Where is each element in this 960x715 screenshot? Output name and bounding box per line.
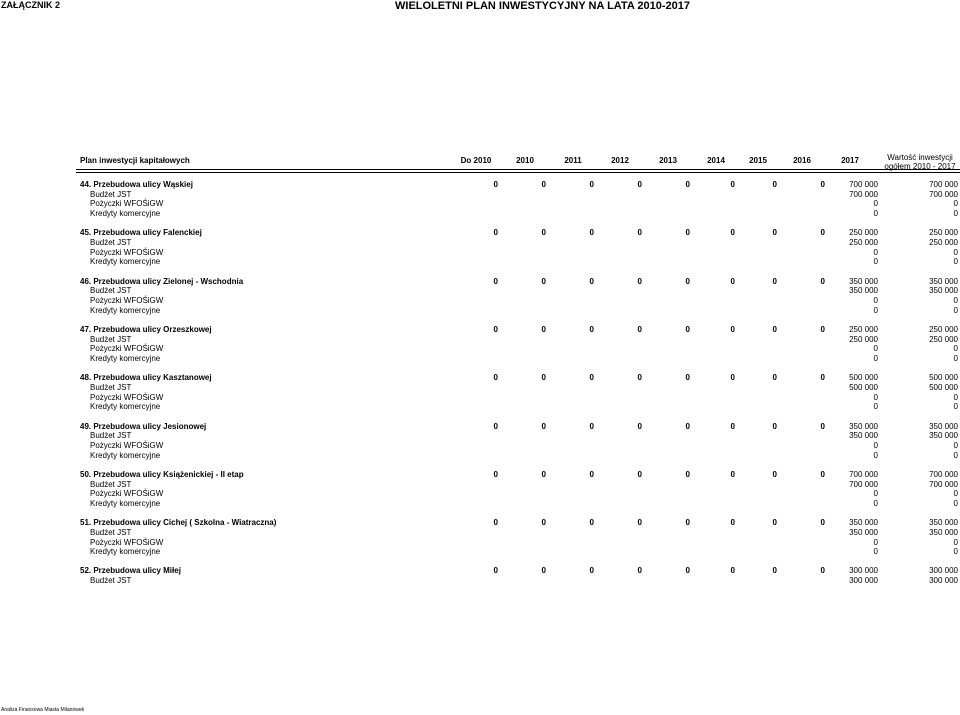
source-row: [0, 238, 960, 248]
source-2017-value: 0: [873, 450, 878, 460]
year-value: 0: [820, 421, 825, 431]
year-value: 0: [730, 276, 735, 286]
year-value: 0: [772, 324, 777, 334]
source-total: 0: [953, 489, 958, 499]
investment-title: 50. Przebudowa ulicy Książenickiej - II etap: [80, 469, 244, 479]
source-2017-value: 300 000: [849, 576, 878, 586]
year-value: 0: [820, 324, 825, 334]
source-2017-value: 500 000: [849, 382, 878, 392]
year-value: 0: [685, 324, 690, 334]
year-header-2012: 2012: [611, 156, 629, 165]
investment-row: [0, 518, 960, 528]
source-2017-value: 700 000: [849, 479, 878, 489]
year-value: 0: [772, 518, 777, 528]
year-value: 0: [730, 324, 735, 334]
source-row: [0, 480, 960, 490]
investment-total: 300 000: [929, 566, 958, 576]
source-label: Budżet JST: [90, 189, 132, 199]
year-header-2017: 2017: [841, 156, 859, 165]
investment-total: 350 000: [929, 276, 958, 286]
source-row: [0, 248, 960, 258]
source-row: [0, 257, 960, 267]
year-value: 0: [541, 469, 546, 479]
investment-row: [0, 325, 960, 335]
year-value: 0: [685, 566, 690, 576]
source-total: 0: [953, 450, 958, 460]
year-value: 0: [820, 566, 825, 576]
source-label: Kredyty komercyjne: [90, 305, 161, 315]
source-2017-value: 0: [873, 199, 878, 209]
source-2017-value: 0: [873, 296, 878, 305]
source-total: 350 000: [929, 431, 958, 441]
source-2017-value: 0: [873, 305, 878, 315]
year-value: 0: [730, 518, 735, 528]
year-value: 0: [685, 228, 690, 238]
year-2017-value: 350 000: [849, 421, 878, 431]
source-2017-value: 0: [873, 537, 878, 547]
source-label: Kredyty komercyjne: [90, 354, 161, 363]
source-2017-value: 250 000: [849, 238, 878, 247]
year-header-2011: 2011: [564, 156, 582, 165]
source-total: 0: [953, 440, 958, 450]
source-row: [0, 393, 960, 403]
source-total: 0: [953, 547, 958, 557]
source-label: Kredyty komercyjne: [90, 547, 161, 557]
investment-row: [0, 470, 960, 480]
year-2017-value: 700 000: [849, 469, 878, 479]
header-rule-bottom: [76, 172, 960, 173]
investment-title: 46. Przebudowa ulicy Zielonej - Wschodnia: [80, 276, 244, 286]
year-2017-value: 500 000: [849, 373, 878, 383]
source-total: 500 000: [929, 382, 958, 392]
year-value: 0: [493, 421, 498, 431]
source-label: Pożyczki WFOŚiGW: [90, 392, 164, 402]
source-row: [0, 383, 960, 393]
source-label: Budżet JST: [90, 527, 132, 537]
source-label: Kredyty komercyjne: [90, 498, 161, 508]
footer-note: Analiza Finansowa Miasta Milanówek: [1, 707, 85, 713]
year-value: 0: [637, 324, 642, 334]
source-2017-value: 0: [873, 440, 878, 450]
source-row: [0, 528, 960, 538]
source-row: [0, 547, 960, 557]
source-2017-value: 0: [873, 344, 878, 354]
year-value: 0: [541, 324, 546, 334]
year-value: 0: [730, 566, 735, 576]
year-header-2014: 2014: [707, 156, 725, 165]
year-value: 0: [493, 180, 498, 189]
year-value: 0: [541, 276, 546, 286]
investment-row: [0, 228, 960, 238]
year-value: 0: [493, 373, 498, 383]
investment-title: 48. Przebudowa ulicy Kasztanowej: [80, 373, 212, 383]
year-value: 0: [493, 324, 498, 334]
year-value: 0: [730, 421, 735, 431]
year-value: 0: [541, 566, 546, 576]
year-value: 0: [541, 421, 546, 431]
source-total: 700 000: [929, 189, 958, 199]
source-total: 0: [953, 257, 958, 267]
source-row: [0, 306, 960, 316]
year-value: 0: [772, 421, 777, 431]
year-value: 0: [772, 469, 777, 479]
source-row: [0, 538, 960, 548]
year-value: 0: [685, 276, 690, 286]
source-2017-value: 700 000: [849, 189, 878, 199]
source-label: Budżet JST: [90, 431, 132, 441]
source-label: Budżet JST: [90, 382, 132, 392]
year-value: 0: [730, 228, 735, 238]
year-value: 0: [589, 518, 594, 528]
source-label: Budżet JST: [90, 479, 132, 489]
year-value: 0: [820, 228, 825, 238]
investment-total: 500 000: [929, 373, 958, 383]
source-label: Pożyczki WFOŚiGW: [90, 537, 164, 547]
source-total: 0: [953, 199, 958, 209]
year-value: 0: [637, 566, 642, 576]
source-row: [0, 451, 960, 461]
source-total: 0: [953, 296, 958, 305]
source-row: [0, 499, 960, 509]
investment-total: 350 000: [929, 421, 958, 431]
investment-total: 250 000: [929, 324, 958, 334]
source-row: [0, 335, 960, 345]
source-total: 0: [953, 247, 958, 257]
source-row: [0, 296, 960, 306]
investment-total: 250 000: [929, 228, 958, 238]
year-value: 0: [637, 469, 642, 479]
year-value: 0: [637, 421, 642, 431]
investment-row: [0, 422, 960, 432]
source-row: [0, 286, 960, 296]
source-2017-value: 350 000: [849, 286, 878, 296]
source-label: Pożyczki WFOŚiGW: [90, 489, 164, 499]
year-header-do2010: Do 2010: [460, 156, 492, 165]
source-2017-value: 0: [873, 354, 878, 363]
year-value: 0: [730, 180, 735, 189]
investment-title: 52. Przebudowa ulicy Miłej: [80, 566, 181, 576]
source-total: 0: [953, 344, 958, 354]
source-2017-value: 0: [873, 489, 878, 499]
year-value: 0: [493, 518, 498, 528]
plan-label: Plan inwestycji kapitałowych: [80, 156, 190, 165]
source-2017-value: 0: [873, 402, 878, 412]
year-value: 0: [493, 276, 498, 286]
investment-row: [0, 277, 960, 287]
investment-title: 49. Przebudowa ulicy Jesionowej: [80, 421, 207, 431]
year-value: 0: [589, 566, 594, 576]
year-2017-value: 350 000: [849, 518, 878, 528]
document-title: WIELOLETNI PLAN INWESTYCYJNY NA LATA 2010-2017: [395, 0, 691, 12]
investment-title: 44. Przebudowa ulicy Wąskiej: [80, 180, 193, 189]
investment-total: 700 000: [929, 469, 958, 479]
year-value: 0: [772, 276, 777, 286]
source-2017-value: 0: [873, 392, 878, 402]
year-value: 0: [493, 469, 498, 479]
source-total: 0: [953, 354, 958, 363]
source-row: [0, 489, 960, 499]
year-value: 0: [772, 180, 777, 189]
investment-row: [0, 566, 960, 576]
year-value: 0: [820, 180, 825, 189]
year-value: 0: [772, 566, 777, 576]
source-2017-value: 350 000: [849, 527, 878, 537]
year-value: 0: [730, 373, 735, 383]
attachment-label: ZAŁĄCZNIK 2: [1, 0, 60, 10]
investment-title: 47. Przebudowa ulicy Orzeszkowej: [80, 324, 212, 334]
year-value: 0: [541, 180, 546, 189]
year-value: 0: [685, 373, 690, 383]
source-row: [0, 190, 960, 200]
year-header-2016: 2016: [793, 156, 811, 165]
source-2017-value: 0: [873, 547, 878, 557]
source-2017-value: 250 000: [849, 334, 878, 344]
source-row: [0, 209, 960, 219]
source-total: 250 000: [929, 238, 958, 247]
source-label: Budżet JST: [90, 238, 132, 247]
year-2017-value: 350 000: [849, 276, 878, 286]
year-header-2015: 2015: [749, 156, 767, 165]
source-2017-value: 0: [873, 498, 878, 508]
source-label: Pożyczki WFOŚiGW: [90, 296, 164, 305]
year-value: 0: [589, 421, 594, 431]
source-2017-value: 0: [873, 247, 878, 257]
investment-total: 350 000: [929, 518, 958, 528]
source-total: 350 000: [929, 527, 958, 537]
year-header-2013: 2013: [659, 156, 677, 165]
source-total: 700 000: [929, 479, 958, 489]
year-value: 0: [637, 373, 642, 383]
header-rule-top: [76, 169, 960, 170]
year-value: 0: [820, 469, 825, 479]
source-total: 0: [953, 305, 958, 315]
year-2017-value: 700 000: [849, 180, 878, 189]
source-label: Pożyczki WFOŚiGW: [90, 440, 164, 450]
investment-total: 700 000: [929, 180, 958, 189]
year-2017-value: 250 000: [849, 324, 878, 334]
year-value: 0: [541, 518, 546, 528]
source-total: 250 000: [929, 334, 958, 344]
year-value: 0: [541, 373, 546, 383]
year-header-2010: 2010: [516, 156, 534, 165]
year-value: 0: [820, 373, 825, 383]
year-value: 0: [637, 518, 642, 528]
source-label: Budżet JST: [90, 286, 132, 296]
source-label: Pożyczki WFOŚiGW: [90, 199, 164, 209]
year-value: 0: [685, 421, 690, 431]
year-2017-value: 300 000: [849, 566, 878, 576]
year-value: 0: [589, 373, 594, 383]
year-value: 0: [685, 469, 690, 479]
source-row: [0, 576, 960, 586]
source-label: Pożyczki WFOŚiGW: [90, 247, 164, 257]
source-total: 0: [953, 209, 958, 219]
source-total: 0: [953, 392, 958, 402]
source-total: 0: [953, 498, 958, 508]
source-total: 0: [953, 537, 958, 547]
year-value: 0: [589, 276, 594, 286]
year-value: 0: [772, 373, 777, 383]
source-label: Budżet JST: [90, 576, 132, 586]
year-value: 0: [685, 518, 690, 528]
source-row: [0, 354, 960, 364]
year-value: 0: [820, 276, 825, 286]
year-2017-value: 250 000: [849, 228, 878, 238]
source-label: Kredyty komercyjne: [90, 450, 161, 460]
source-2017-value: 0: [873, 257, 878, 267]
year-value: 0: [730, 469, 735, 479]
source-label: Kredyty komercyjne: [90, 257, 161, 267]
source-row: [0, 441, 960, 451]
source-label: Kredyty komercyjne: [90, 209, 161, 219]
source-label: Pożyczki WFOŚiGW: [90, 344, 164, 354]
source-total: 350 000: [929, 286, 958, 296]
source-2017-value: 0: [873, 209, 878, 219]
source-total: 300 000: [929, 576, 958, 586]
year-value: 0: [589, 324, 594, 334]
year-value: 0: [685, 180, 690, 189]
year-value: 0: [493, 566, 498, 576]
source-total: 0: [953, 402, 958, 412]
investment-title: 45. Przebudowa ulicy Falenckiej: [80, 228, 202, 238]
year-value: 0: [820, 518, 825, 528]
year-value: 0: [637, 180, 642, 189]
source-2017-value: 350 000: [849, 431, 878, 441]
year-value: 0: [589, 228, 594, 238]
source-row: [0, 344, 960, 354]
investment-row: [0, 373, 960, 383]
year-value: 0: [493, 228, 498, 238]
year-value: 0: [772, 228, 777, 238]
source-row: [0, 402, 960, 412]
year-value: 0: [637, 228, 642, 238]
year-value: 0: [541, 228, 546, 238]
year-value: 0: [589, 469, 594, 479]
source-row: [0, 199, 960, 209]
source-row: [0, 431, 960, 441]
total-header: Wartość inwestycji ogółem 2010 - 2017: [884, 153, 956, 171]
source-label: Kredyty komercyjne: [90, 402, 161, 412]
source-label: Budżet JST: [90, 334, 132, 344]
investment-row: [0, 180, 960, 190]
year-value: 0: [589, 180, 594, 189]
investment-title: 51. Przebudowa ulicy Cichej ( Szkolna - Wiatraczna): [80, 518, 277, 528]
year-value: 0: [637, 276, 642, 286]
